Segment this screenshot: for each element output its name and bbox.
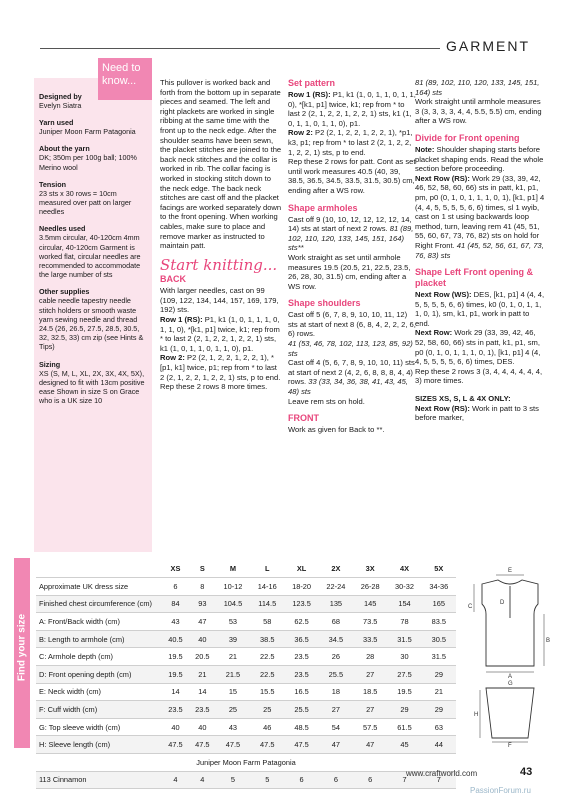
need-to-know-panel (34, 78, 152, 552)
section-title: GARMENT (446, 38, 530, 54)
front-straight: Work straight until armhole measures 3 (3, 3, 3, 3, 4, 4, 5.5, 5.5) cm, ending after a WS row. (415, 97, 542, 126)
armholes-text: Cast off 9 (10, 10, 12, 12, 12, 12, 14, 14) sts at start of next 2 rows. 81 (89, 102, 110, 120, 133, 145, 151, 164) sts** (288, 214, 414, 253)
table-row: C: Armhole depth (cm) 19.5 20.5 21 22.5 23.5 26 28 30 31.5 (36, 648, 456, 666)
yarn-brand-row: Juniper Moon Farm Patagonia (36, 754, 456, 772)
table-row: A: Front/Back width (cm) 43 47 53 58 62.5 68 73.5 78 83.5 (36, 613, 456, 631)
label-g: G (508, 681, 513, 687)
page-number: 43 (520, 766, 533, 778)
yarn-row: 113 Cinnamon 4 4 5 5 6 6 6 7 7 (36, 771, 456, 789)
pattern-row2: Row 2: P2 (2, 1, 2, 2, 1, 2, 2, 1), *p1, k3, p1; rep from * to last 2 (2, 1, 2, 2, 1, 2, 2, 1) sts, p to end. (288, 128, 413, 157)
watermark: PassionForum.ru (470, 786, 531, 795)
size-header: XL (284, 560, 318, 578)
sb-about: About the yarn DK; 350m per 100g ball; 100% Merino wool (39, 144, 137, 172)
garment-schematic (460, 558, 560, 748)
table-row: H: Sleeve length (cm) 47.5 47.5 47.5 47.5 47.5 47 47 45 44 (36, 736, 456, 754)
table-row: B: Length to armhole (cm) 40.5 40 39 38.5 36.5 34.5 33.5 31.5 30.5 (36, 630, 456, 648)
sb-designer: Designed by Evelyn Siatra (39, 92, 82, 110)
back-row1: Row 1 (RS): P1, k1 (1, 0, 1, 1, 1, 0, 1, 1, 0), *[k1, p1] twice, k1; rep from * to last 2 (2, 1, 2, 2, 1, 2, 2, 1) sts, k1 (1, 0, 1, 1, 0, 1, 1, 0), p1. (160, 315, 280, 353)
shape-armholes-heading: Shape armholes (288, 202, 358, 213)
label-e: E (508, 568, 513, 574)
sb-tension: Tension 23 sts x 30 rows = 10cm measured over patt on larger needles (39, 179, 132, 217)
size-header: M (216, 560, 250, 578)
back-text: With larger needles, cast on 99 (109, 122, 134, 144, 157, 169, 179, 192) sts. (160, 286, 279, 315)
start-knitting-heading: Start knitting... (160, 255, 278, 274)
size-header: 2X (319, 560, 353, 578)
size-table (36, 560, 456, 789)
label-a: A (508, 674, 513, 680)
size-header: L (250, 560, 284, 578)
pattern-rep: Rep these 2 rows for patt. Cont as set until work measures 40.5 (40, 39, 38.5, 36.5, 34.5, 33.5, 31.5, 30.5) cm, ending after a WS row. (288, 157, 416, 195)
size-header: 3X (353, 560, 387, 578)
back-rep: Rep these 2 rows 8 more times. (160, 382, 268, 392)
need-to-know-badge: Need to know... (98, 58, 152, 100)
column-front (415, 78, 545, 423)
divide-front-heading: Divide for Front opening (415, 132, 520, 143)
footer-url: www.craftworld.com (406, 769, 478, 778)
shoulders-text-2: Cast off 4 (5, 6, 7, 8, 9, 10, 10, 11) sts at start of next 2 (4, 2, 6, 8, 8, 8, 4, 4) rows. 33 (33, 34, 36, 38, 41, 43, 45, 48) sts (288, 358, 415, 397)
front-text: Work as given for Back to **. (288, 425, 385, 435)
label-f: F (508, 743, 512, 748)
column-intro (160, 78, 282, 392)
shoulders-count: 41 (53, 46, 78, 102, 113, 123, 85, 92) sts (288, 339, 413, 358)
divide-note: Note: Shoulder shaping starts before placket shaping ends. Read the whole section before proceeding. (415, 144, 544, 174)
table-row: Approximate UK dress size 6 8 10-12 14-16 18-20 22-24 26-28 30-32 34-36 (36, 578, 456, 596)
back-row2: Row 2: P2 (2, 1, 2, 2, 1, 2, 2, 1), *[p1, k1] twice, p1; rep from * to last 2 (2, 1, 2, 2, 1, 2, 2, 1) sts, p to end. (160, 353, 281, 382)
sizes-heading: SIZES XS, S, L & 4X ONLY: (415, 394, 511, 404)
header-rule (40, 48, 440, 49)
label-h: H (474, 712, 479, 718)
table-row: F: Cuff width (cm) 23.5 23.5 25 25 25.5 27 27 29 29 (36, 701, 456, 719)
left-next-row-ws: Next Row (WS): DES, [k1, p1] 4 (4, 4, 5, 5, 5, 5, 6, 6) times, k0 (0, 1, 0, 1, 1, 1, 0, 1), sm, k1, p1, work in patt to end. (415, 290, 545, 328)
sleeve-outline (486, 688, 534, 738)
table-row: G: Top sleeve width (cm) 40 40 43 46 48.5 54 57.5 61.5 63 (36, 718, 456, 736)
set-pattern-heading: Set pattern (288, 78, 336, 88)
sb-yarn: Yarn used Juniper Moon Farm Patagonia (39, 118, 136, 137)
label-b: B (546, 638, 551, 644)
front-count: 81 (89, 102, 110, 120, 133, 145, 151, 164) sts (415, 78, 540, 97)
label-d: D (500, 600, 505, 606)
size-header: 5X (422, 560, 456, 578)
table-row: Finished chest circumference (cm) 84 93 104.5 114.5 123.5 135 145 154 165 (36, 595, 456, 613)
left-front-heading: Shape Left Front opening & placket (415, 267, 533, 289)
left-next-row: Next Row: Work 29 (33, 39, 42, 46, 52, 58, 60, 66) sts in patt, k1, p1, sm, p0 (0, 1, 0, 1, 1, 1, 0, 1), [k1, p1] 4 (4, 4, 5, 5, 5, 5, 6, 6) times, DES. (415, 328, 541, 367)
table-row: E: Neck width (cm) 14 14 15 15.5 16.5 18 18.5 19.5 21 (36, 683, 456, 701)
shape-shoulders-heading: Shape shoulders (288, 298, 361, 309)
size-header: XS (162, 560, 189, 578)
table-row: D: Front opening depth (cm) 19.5 21 21.5 22.5 23.5 25.5 27 27.5 29 (36, 666, 456, 684)
intro-text: This pullover is worked back and forth from the bottom up in separate pieces and seamed. The left and right plackets are worked in single ribbing at the same time with the front up to the neck edge. After the shoulder seams have been sewn, the placket stitches are joined to the back neck stitches and the collar is worked in rib. The collar facing is worked in stocking stitch down to the neck edge. The back neck stitches are cast off and the placket facings are worked separately down to the front opening. When working cables, make sure to place and remove marker as instructed to maintain patt. (160, 78, 282, 251)
left-rep: Rep these 2 rows 3 (3, 4, 4, 4, 4, 4, 4, 3) more times. (415, 366, 543, 386)
armholes-text-2: Work straight as set until armhole measures 19.5 (20.5, 21, 22.5, 23.5, 26, 28, 30, 31.5) cm, ending after a WS row. (288, 252, 411, 291)
size-header: S (189, 560, 216, 578)
front-heading: FRONT (288, 413, 319, 424)
sb-needles: Needles used 3.5mm circular, 40-120cm 4mm circular, 40-120cm Garment is worked flat, circular needles are recommended to accommodate the large number of sts (39, 224, 141, 280)
sb-sizing: Sizing XS (S, M, L, XL, 2X, 3X, 4X, 5X), designed to fit with 13cm positive ease Shown in size S on Grace who is a UK size 10 (39, 359, 145, 406)
sb-supplies: Other supplies cable needle tapestry needle stitch holders or smooth waste yarn sewing needle and thread 24.5 (26, 26.5, 27.5, 28.5, 30.5, 32, 32.5, 33) cm zip (see Hints & Tips) (39, 287, 144, 352)
size-header: 4X (387, 560, 421, 578)
back-heading: BACK (160, 274, 186, 285)
pattern-row1: Row 1 (RS): P1, k1 (1, 0, 1, 1, 0, 1, 1, 0), *[k1, p1] twice, k1; rep from * to last 2 (2, 1, 2, 2, 1, 2, 2, 1) sts, k1 (1, 0, 1, 1, 0, 1, 1, 0), p1. (288, 90, 416, 128)
column-pattern (288, 78, 416, 435)
find-your-size-tab: Find your size (14, 558, 30, 748)
label-c: C (468, 604, 473, 610)
divide-next-row: Next Row (RS): Work 29 (33, 39, 42, 46, 52, 58, 60, 66) sts in patt, k1, p1, pm, p0 (0, 1, 0, 1, 1, 1, 0, 1), [k1, p1] 4 (4, 4, 5, 5, 5, 5, 6, 6) times, sl 1 wyib, cast on 1 st using backwards loop method, turn, leaving rem 41 (45, 51, 55, 60, 67, 73, 76, 82) sts on hold for Right Front. 41 (45, 52, 56, 61, 67, 73, 76, 83) sts (415, 173, 545, 260)
sizes-next-row: Next Row (RS): Work in patt to 3 sts before marker, (415, 403, 539, 423)
shoulders-text-3: Leave rem sts on hold. (288, 396, 365, 406)
shoulders-text: Cast off 5 (6, 7, 8, 9, 10, 10, 11, 12) sts at start of next 8 (6, 8, 4, 2, 2, 2, 6, 6) rows. (288, 310, 416, 339)
